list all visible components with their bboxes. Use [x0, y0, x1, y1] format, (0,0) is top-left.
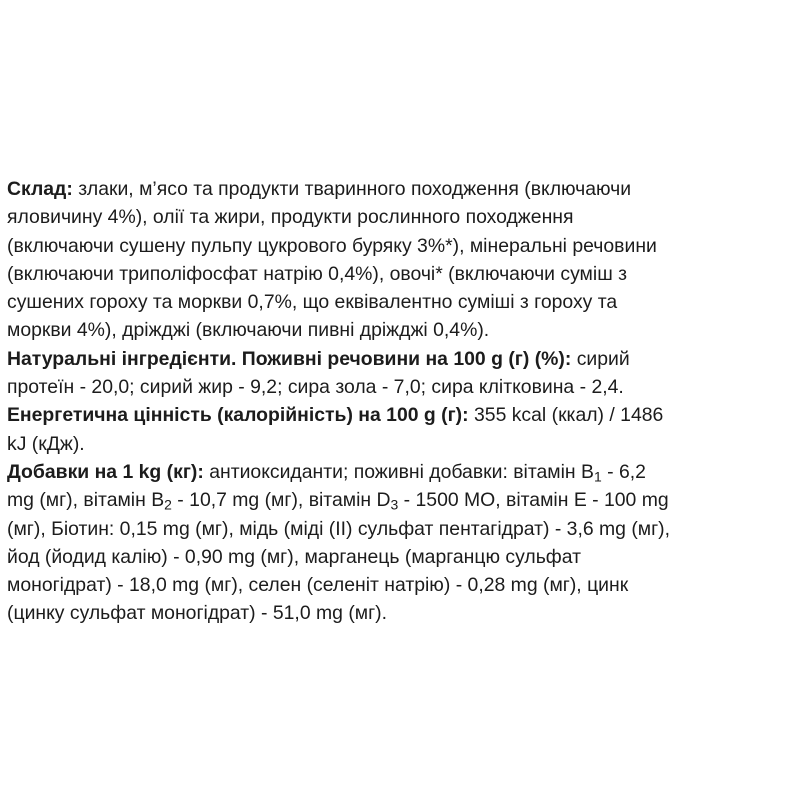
additives-label: Добавки на 1 kg (кг): — [7, 460, 204, 483]
text-line-2: яловичину 4%), олії та жири, продукти рослинного походження — [7, 206, 574, 229]
text-line-1: Склад: злаки, м’ясо та продукти тваринного походження (включаючи — [7, 178, 632, 200]
ingredients-text — [7, 175, 793, 628]
composition-label: Склад: — [7, 178, 73, 200]
nutrients-label: Натуральні інгредієнти. Поживні речовини на 100 g (г) (%): — [7, 347, 572, 370]
text-line-15: моногідрат) - 18,0 mg (мг), селен (селеніт натрію) - 0,28 mg (мг), цинк — [7, 574, 629, 597]
text-line-10: kJ (кДж). — [7, 432, 85, 455]
text-line-13: (мг), Біотин: 0,15 mg (мг), мідь (міді (II) сульфат пентагідрат) - 3,6 mg (мг), — [7, 517, 671, 540]
text-line-9: Енергетична цінність (калорійність) на 100 g (г): 355 kcal (ккал) / 1486 — [7, 404, 664, 427]
text-line-5: сушених гороху та моркви 0,7%, що еквівалентно суміші з гороху та — [7, 291, 618, 314]
text-line-3: (включаючи сушену пульпу цукрового буряку 3%*), мінеральні речовини — [7, 234, 657, 257]
energy-label: Енергетична цінність (калорійність) на 100 g (г): — [7, 404, 469, 427]
text-line-6: моркви 4%), дріжджі (включаючи пивні дріжджі 0,4%). — [7, 319, 490, 342]
text-line-14: йод (йодид калію) - 0,90 mg (мг), марганець (марганцю сульфат — [7, 545, 582, 568]
text-line-12: mg (мг), вітамін $B_2 - 10,7$ mg (мг), вітамін $D_3 - 1500$ МО, вітамін Е - 100 mg — [7, 489, 669, 513]
text-line-4: (включаючи триполіфосфат натрію 0,4%), овочі* (включаючи суміш з — [7, 262, 628, 285]
text-line-8: протеїн - 20,0; сирий жир - 9,2; сира зола - 7,0; сира клітковина - 2,4. — [7, 376, 624, 399]
text-line-11: Добавки на 1 kg (кг): антиоксиданти; поживні добавки: вітамін $B_1 - 6,2$ — [7, 460, 646, 485]
text-line-16: (цинку сульфат моногідрат) - 51,0 mg (мг). — [7, 602, 388, 625]
text-line-7: Натуральні інгредієнти. Поживні речовини на 100 g (г) (%): сирий — [7, 347, 630, 370]
